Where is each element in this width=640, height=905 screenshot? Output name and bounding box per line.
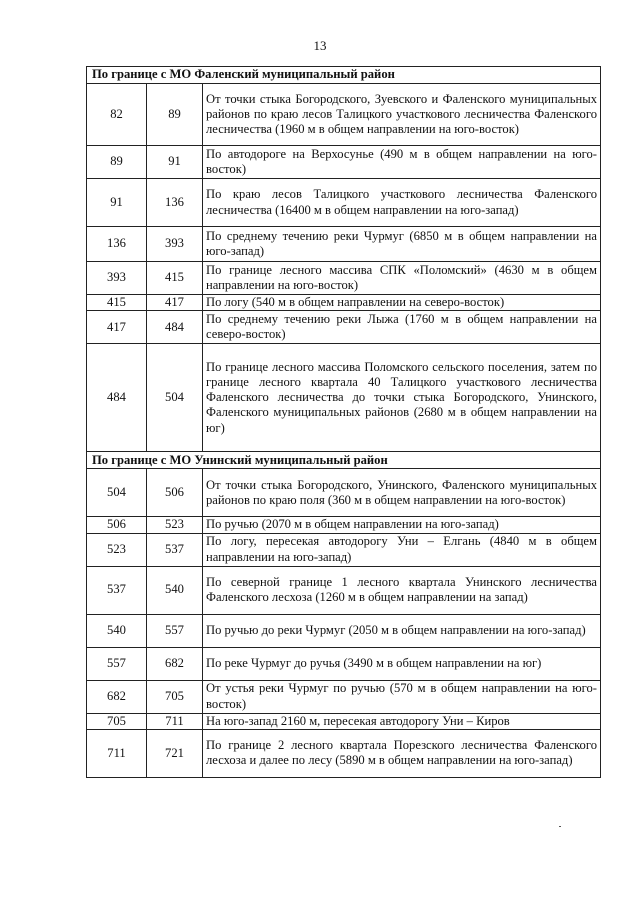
point-to: 540 [147,566,203,614]
table-row [87,614,601,647]
segment-description: По реке Чурмуг до ручья (3490 м в общем направлении на юг) [203,647,601,680]
point-to: 711 [147,713,203,729]
point-from: 415 [87,295,147,311]
table-row [87,517,601,533]
segment-description: По ручью (2070 м в общем направлении на юго-запад) [203,517,601,533]
point-to: 89 [147,84,203,146]
point-to: 523 [147,517,203,533]
table-row [87,533,601,566]
point-from: 91 [87,179,147,227]
segment-description: По среднему течению реки Лыжа (1760 м в общем направлении на северо-восток) [203,311,601,344]
point-to: 393 [147,227,203,262]
segment-description: По автодороге на Верхосунье (490 м в общем направлении на юго-восток) [203,146,601,179]
point-from: 506 [87,517,147,533]
point-to: 506 [147,469,203,517]
point-to: 417 [147,295,203,311]
boundary-table [86,66,601,778]
table-row [87,566,601,614]
point-from: 484 [87,344,147,452]
section-header [87,452,601,469]
point-to: 721 [147,729,203,777]
segment-description: По логу (540 м в общем направлении на северо-восток) [203,295,601,311]
point-from: 711 [87,729,147,777]
point-from: 136 [87,227,147,262]
point-to: 537 [147,533,203,566]
point-from: 89 [87,146,147,179]
table-row [87,344,601,452]
point-from: 523 [87,533,147,566]
segment-description: От точки стыка Богородского, Унинского, Фаленского муниципальных районов по краю поля (360 м в общем направлении на юго-восток) [203,469,601,517]
table-row [87,647,601,680]
point-from: 537 [87,566,147,614]
table-row [87,227,601,262]
segment-description: От точки стыка Богородского, Зуевского и Фаленского муниципальных районов по краю лесов Талицкого участкового лесничества Фаленского лесничества (1960 м в общем направлении на юго-восток) [203,84,601,146]
point-from: 82 [87,84,147,146]
point-from: 705 [87,713,147,729]
point-from: 557 [87,647,147,680]
point-to: 504 [147,344,203,452]
table-row [87,179,601,227]
point-to: 415 [147,262,203,295]
table-row [87,311,601,344]
point-from: 540 [87,614,147,647]
table-row [87,729,601,777]
segment-description: По границе 2 лесного квартала Порезского лесничества Фаленского лесхоза и далее по лесу (5890 м в общем направлении на юго-запад) [203,729,601,777]
segment-description: По ручью до реки Чурмуг (2050 м в общем направлении на юго-запад) [203,614,601,647]
scan-speck [559,826,561,827]
segment-description: От устья реки Чурмуг по ручью (570 м в общем направлении на юго-восток) [203,680,601,713]
segment-description: По среднему течению реки Чурмуг (6850 м в общем направлении на юго-запад) [203,227,601,262]
table-row [87,713,601,729]
page-number: 13 [313,38,327,53]
point-to: 136 [147,179,203,227]
section-title: По границе с МО Фаленский муниципальный район [87,67,601,84]
table-row [87,84,601,146]
table-row [87,262,601,295]
segment-description: На юго-запад 2160 м, пересекая автодорогу Уни – Киров [203,713,601,729]
point-to: 91 [147,146,203,179]
point-from: 393 [87,262,147,295]
point-to: 484 [147,311,203,344]
point-from: 682 [87,680,147,713]
point-to: 705 [147,680,203,713]
section-header [87,67,601,84]
segment-description: По северной границе 1 лесного квартала Унинского лесничества Фаленского лесхоза (1260 м в общем направлении на запад) [203,566,601,614]
table-row [87,295,601,311]
table-row [87,146,601,179]
point-from: 504 [87,469,147,517]
segment-description: По границе лесного массива Поломского сельского поселения, затем по границе лесного квартала 40 Талицкого участкового лесничества Фаленского лесничества до точки стыка Богородского, Унинского, Фаленского муниципальных районов (2680 м в общем направлении на юг) [203,344,601,452]
table-row [87,680,601,713]
segment-description: По границе лесного массива СПК «Поломский» (4630 м в общем направлении на юго-восток) [203,262,601,295]
point-from: 417 [87,311,147,344]
segment-description: По краю лесов Талицкого участкового лесничества Фаленского лесничества (16400 м в общем направлении на юго-запад) [203,179,601,227]
point-to: 682 [147,647,203,680]
point-to: 557 [147,614,203,647]
table-row [87,469,601,517]
section-title: По границе с МО Унинский муниципальный район [87,452,601,469]
segment-description: По логу, пересекая автодорогу Уни – Елгань (4840 м в общем направлении на юго-запад) [203,533,601,566]
